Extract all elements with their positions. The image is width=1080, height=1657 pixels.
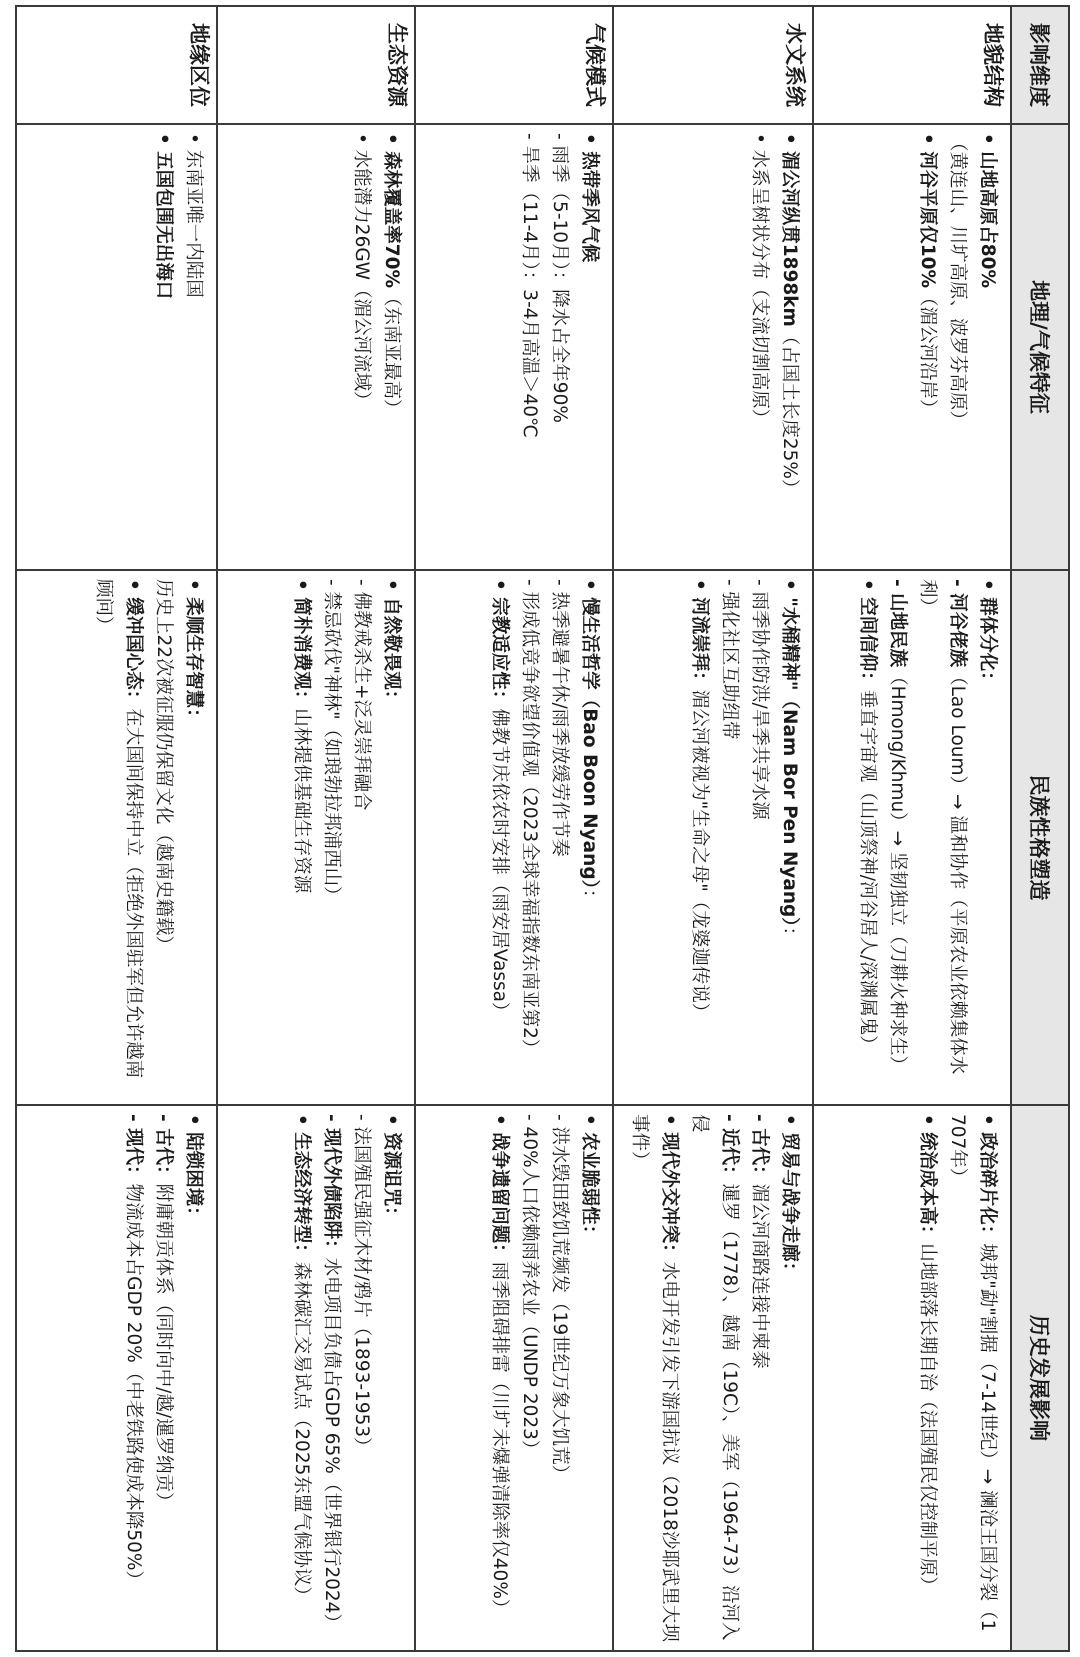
cell-geo (415, 124, 613, 570)
bullet-heading: - 河谷佬族 (947, 579, 968, 668)
bullet-line (774, 579, 804, 1096)
bullet-line (148, 1114, 178, 1642)
bullet-text: 湄公河商路连接中柬泰 (749, 1183, 771, 1369)
bullet-heading: - 古代： (153, 1114, 175, 1184)
bullet-line (744, 133, 774, 561)
bullet-text: 山地部落长期自治（法国殖民仅控制平原） (917, 1243, 938, 1595)
cell-ethnic (217, 570, 415, 1105)
bullet-text: - 禁忌砍伐"神林"（如琅勃拉邦浦西山） (321, 579, 343, 905)
bullet-line (714, 579, 744, 1096)
bullet-heading: • 森林覆盖率70% (381, 133, 403, 289)
bullet-text: （Hmong/Khmu）→ 坚韧独立（刀耕火种求生） (887, 667, 908, 1075)
bullet-line (346, 133, 376, 561)
bullet-text: 山林提供基础生存资源 (291, 708, 313, 894)
bullet-line (882, 579, 912, 1096)
bullet-line (624, 1114, 684, 1642)
bullet-text: 垂直宇宙观（山顶祭神/河谷居人/深渊属鬼） (857, 689, 878, 1054)
bullet-line (316, 579, 346, 1096)
bullet-text: - 形成低竞争欲望价值观（2023全球幸福指数东南亚第2） (519, 579, 541, 1058)
bullet-heading: - 近代： (719, 1114, 741, 1184)
bullet-heading: • 河流崇拜： (689, 579, 711, 690)
bullet-heading: • 热带季风气候 (579, 133, 601, 263)
bullet-line (346, 579, 376, 1096)
bullet-line (744, 579, 774, 1096)
cell-history (16, 1105, 217, 1651)
bullet-line (744, 1114, 774, 1642)
bullet-heading: • 农业脆弱性： (579, 1114, 601, 1244)
table-row (415, 6, 613, 1651)
bullet-heading: • 慢生活哲学（Bao Boon Nyang） (579, 579, 601, 889)
bullet-heading: - 现代外债陷阱： (321, 1114, 343, 1258)
bullet-text: ： (779, 926, 801, 946)
bullet-line (346, 1114, 376, 1642)
bullet-text: - 法国殖民强征木材/鸦片（1893-1953） (351, 1114, 373, 1456)
bullet-text: 湄公河被视为"生命之母"（龙婆迦传说） (689, 689, 711, 1022)
bullet-line (376, 579, 406, 1096)
bullet-text: - 洪水毁田致饥荒频发（19世纪万象大饥荒） (549, 1114, 571, 1484)
header-row (1011, 6, 1069, 1651)
cell-ethnic (613, 570, 813, 1105)
bullet-text: 历史上22次被征服仍保留文化（越南史籍载） (153, 579, 175, 955)
bullet-heading: • 现代外交冲突： (659, 1114, 681, 1262)
bullet-line (574, 1114, 604, 1642)
bullet-text: ： (579, 888, 601, 908)
bullet-heading: - 古代： (749, 1114, 771, 1184)
bullet-heading: • 河谷平原仅10% (917, 133, 938, 289)
header-historical-impact: 历史发展影响 (1011, 1105, 1069, 1651)
table-row (813, 6, 1011, 1651)
bullet-text: 附庸朝贡体系（同时向中/越/暹罗纳贡） (153, 1183, 175, 1511)
bullet-text: （东南亚最高） (381, 288, 403, 418)
bullet-text: 暹罗（1778）、越南（19C）、美军（1964-73）沿河入侵 (689, 1114, 741, 1641)
bullet-text: 佛教节庆依农时安排（雨安居Vassa） (489, 708, 511, 1021)
cell-history (613, 1105, 813, 1651)
cell-geo (613, 124, 813, 570)
cell-ethnic (415, 570, 613, 1105)
row-label: 生态资源 (217, 6, 415, 124)
bullet-heading: • 缓冲国心态： (123, 579, 145, 709)
bullet-heading: • 政治碎片化： (977, 1114, 998, 1244)
bullet-text: • 水系呈树状分布（支流切割高原） (749, 133, 771, 428)
bullet-line (514, 1114, 544, 1642)
bullet-line (574, 133, 604, 561)
bullet-text: - 雨季（5-10月）：降水占全年90% (549, 133, 571, 423)
bullet-text: （湄公河沿岸） (917, 288, 938, 418)
bullet-line (912, 1114, 942, 1642)
cell-ethnic (16, 570, 217, 1105)
bullet-line (148, 579, 208, 1096)
bullet-text: - 热季避暑午休/雨季放缓劳作节奏 (549, 579, 571, 857)
bullet-line (912, 133, 942, 561)
bullet-heading: - 现代： (123, 1114, 145, 1184)
bullet-text: （Lao Loum）→ 温和协作（平原农业依赖集体水利） (917, 579, 968, 1075)
header-ethnic-character: 民族性格塑造 (1011, 570, 1069, 1105)
bullet-heading: • 山地高原占80% (977, 133, 998, 289)
cell-history (415, 1105, 613, 1651)
bullet-heading: • 柔顺生存智慧： (183, 579, 205, 727)
bullet-line (316, 1114, 346, 1642)
bullet-heading: • 陆锁困境： (183, 1114, 205, 1225)
bullet-line (514, 133, 544, 561)
bullet-line (484, 579, 514, 1096)
bullet-text: - 旱季（11-4月）：3-4月高温＞40℃ (519, 133, 541, 438)
bullet-line (684, 579, 714, 1096)
cell-history (813, 1105, 1011, 1651)
bullet-line (972, 133, 1002, 561)
bullet-text: （黄连山、川圹高原、波罗芬高原） (947, 133, 968, 430)
bullet-line (514, 579, 544, 1096)
cell-geo (16, 124, 217, 570)
table-row (613, 6, 813, 1651)
bullet-line (286, 1114, 316, 1642)
bullet-line (286, 579, 316, 1096)
bullet-line (376, 133, 406, 561)
bullet-heading: • 生态经济转型： (291, 1114, 313, 1262)
bullet-line (774, 133, 804, 561)
bullet-text: - 雨季协作防洪/旱季共享水源 (749, 579, 771, 820)
row-label: 水文系统 (613, 6, 813, 124)
bullet-heading: • 资源诅咒： (381, 1114, 403, 1225)
cell-geo (813, 124, 1011, 570)
bullet-text: - 强化社区互助纽带 (719, 579, 741, 740)
bullet-text: （占国土长度25%） (779, 326, 801, 498)
cell-geo (217, 124, 415, 570)
bullet-line (972, 579, 1002, 1096)
bullet-text: • 东南亚唯一内陆国 (183, 133, 205, 298)
bullet-line (544, 133, 574, 561)
bullet-line (942, 1114, 1002, 1642)
bullet-heading: • 五国包围无出海口 (153, 133, 175, 300)
bullet-heading: - 山地民族 (887, 579, 908, 668)
bullet-text: 水电项目负债占GDP 65%（世界银行2024） (321, 1257, 343, 1632)
bullet-line (484, 1114, 514, 1642)
bullet-line (118, 1114, 148, 1642)
bullet-line (544, 579, 574, 1096)
bullet-text: 水电开发引发下游国抗议（2018沙耶武里大坝事件） (629, 1114, 681, 1642)
table-row (217, 6, 415, 1651)
bullet-text: 森林碳汇交易试点（2025东盟气候协议） (291, 1261, 313, 1605)
header-geo-climate: 地理/气候特征 (1011, 124, 1069, 570)
bullet-heading: • 简朴消费观： (291, 579, 313, 709)
row-label: 地缘区位 (16, 6, 217, 124)
bullet-heading: • 空间信仰： (857, 579, 878, 690)
table-row (16, 6, 217, 1651)
bullet-text: 雨季阻碍排雷（川圹未爆弹清除率仅40%） (489, 1261, 511, 1618)
bullet-heading: • 群体分化： (977, 579, 998, 690)
bullet-line (942, 133, 972, 561)
bullet-line (178, 1114, 208, 1642)
bullet-text: 城邦"勐"割据（7-14世纪）→ 澜沧王国分裂（1707年） (947, 1114, 998, 1632)
bullet-line (912, 579, 972, 1096)
bullet-heading: • 宗教适应性： (489, 579, 511, 709)
bullet-heading: • 湄公河纵贯1898km (779, 133, 801, 327)
bullet-text: - 佛教戒杀生+泛灵崇拜融合 (351, 579, 373, 811)
cell-ethnic (813, 570, 1011, 1105)
bullet-text: 物流成本占GDP 20%（中老铁路使成本降50%） (123, 1183, 145, 1589)
bullet-line (148, 133, 178, 561)
bullet-text: - 40%人口依赖雨养农业（UNDP 2023） (519, 1114, 541, 1459)
bullet-heading: • 战争遗留问题： (489, 1114, 511, 1262)
comparison-table (15, 5, 1070, 1652)
bullet-line (376, 1114, 406, 1642)
bullet-text: • 水能潜力26GW（湄公河流域） (351, 133, 373, 410)
cell-history (217, 1105, 415, 1651)
bullet-heading: • "水桶精神"（Nam Bor Pen Nyang） (779, 579, 801, 927)
bullet-line (178, 133, 208, 561)
bullet-heading: • 统治成本高： (917, 1114, 938, 1244)
bullet-line (684, 1114, 744, 1642)
bullet-heading: • 贸易与战争走廊： (779, 1114, 801, 1281)
row-label: 地貌结构 (813, 6, 1011, 124)
bullet-line (88, 579, 148, 1096)
bullet-text: 在大国间保持中立（拒绝外国驻军但允许越南顾问） (93, 579, 145, 1079)
bullet-heading: • 自然敬畏观： (381, 579, 403, 709)
row-label: 气候模式 (415, 6, 613, 124)
bullet-line (774, 1114, 804, 1642)
header-dimension: 影响维度 (1011, 6, 1069, 124)
bullet-line (544, 1114, 574, 1642)
bullet-line (852, 579, 882, 1096)
bullet-line (574, 579, 604, 1096)
